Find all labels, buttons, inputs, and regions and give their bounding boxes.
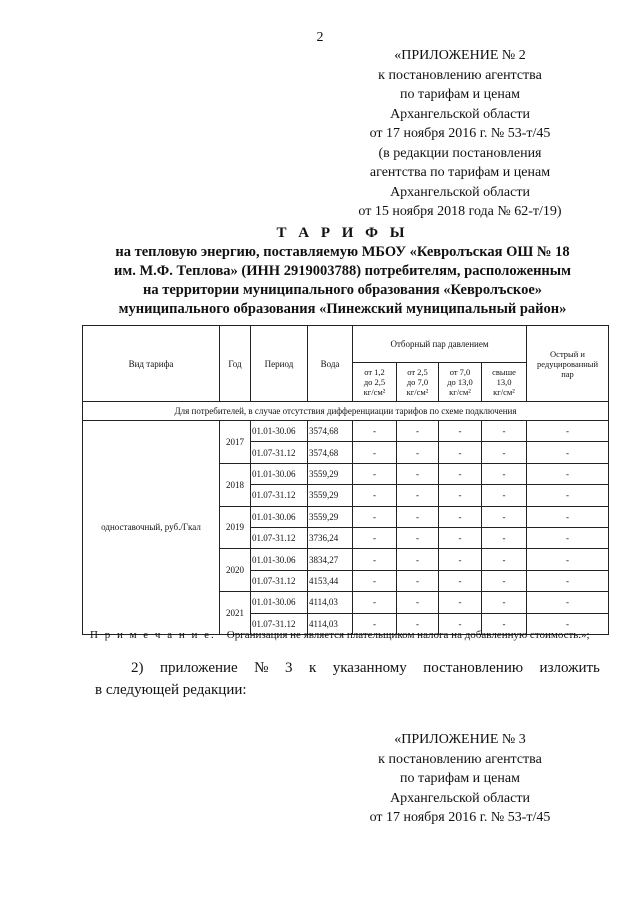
appendix-3-line: от 17 ноября 2016 г. № 53-т/45 [369,810,551,825]
period-cell: 01.01-30.06 [251,421,308,442]
appendix-3-line: Архангельской области [390,790,530,806]
dash-cell: - [397,442,439,463]
dash-cell: - [482,592,527,613]
paragraph-word: 2) [131,660,144,676]
header-steam-group: Отборный пар давлением [353,326,527,363]
appendix-2-line: агентства по тарифам и ценам [369,165,551,180]
year-cell: 2018 [220,463,251,506]
header-year: Год [220,326,251,402]
appendix-3-line: «ПРИЛОЖЕНИЕ № 3 [394,732,526,747]
appendix-3-header [330,730,590,828]
dash-cell: - [353,613,397,634]
header-steam-4-line: 13,0 [496,377,512,387]
dash-cell: - [439,506,482,527]
year-cell: 2017 [220,421,251,464]
header-tariff-type: Вид тарифа [83,326,220,402]
dash-cell: - [353,463,397,484]
header-sharp-steam-line: редуцированный [536,358,599,369]
period-cell: 01.07-31.12 [251,613,308,634]
dash-cell: - [397,527,439,548]
table-header-row [83,326,609,363]
dash-cell: - [482,463,527,484]
dash-cell: - [482,442,527,463]
water-cell: 4114,03 [308,592,353,613]
period-cell: 01.07-31.12 [251,442,308,463]
dash-cell: - [439,613,482,634]
dash-cell: - [439,527,482,548]
header-sharp-steam-line: Острый и [550,348,585,359]
dash-cell: - [482,421,527,442]
note [90,629,590,641]
header-steam-4 [482,363,527,402]
appendix-2-line: Архангельской области [390,106,530,122]
title-line: муниципального образования «Пинежский муниципальный район» [118,301,567,317]
appendix-2-header [330,46,590,222]
appendix-2-line: «ПРИЛОЖЕНИЕ № 2 [394,48,526,63]
dash-cell: - [439,549,482,570]
amendment-paragraph [95,657,600,701]
header-steam-4-line: свыше [492,367,516,377]
paragraph-word: указанному [332,660,407,676]
dash-cell: - [439,570,482,591]
table-body [83,421,609,635]
appendix-2-line: (в редакции постановления [378,145,542,161]
dash-cell: - [482,549,527,570]
paragraph-word: 3 [284,660,293,676]
period-cell: 01.01-30.06 [251,549,308,570]
note-text: Организация не является плательщиком налога на добавленную стоимость.»; [226,629,590,641]
paragraph-word: изложить [539,660,600,676]
dash-cell: - [527,421,609,442]
title-line: на тепловую энергию, поставляемую МБОУ «Кевролъская ОШ № 18 [115,244,570,260]
dash-cell: - [439,592,482,613]
dash-cell: - [397,570,439,591]
water-cell: 3834,27 [308,549,353,570]
header-steam-3-line: до 13,0 [447,377,473,387]
dash-cell: - [353,549,397,570]
dash-cell: - [353,527,397,548]
paragraph-line-1 [95,657,600,679]
header-steam-1 [353,363,397,402]
title-line: им. М.Ф. Теплова» (ИНН 2919003788) потребителям, расположенным [114,263,571,279]
dash-cell: - [397,549,439,570]
water-cell: 4114,03 [308,613,353,634]
document-title [60,224,625,319]
dash-cell: - [353,421,397,442]
title-tariffs: Т А Р И Ф Ы [276,225,409,241]
dash-cell: - [527,485,609,506]
header-steam-2-line: кг/см² [406,387,429,397]
dash-cell: - [353,485,397,506]
period-cell: 01.07-31.12 [251,485,308,506]
dash-cell: - [482,506,527,527]
period-cell: 01.07-31.12 [251,527,308,548]
table-section-row [83,402,609,421]
water-cell: 3574,68 [308,421,353,442]
table-row [83,421,609,442]
water-cell: 3559,29 [308,506,353,527]
dash-cell: - [482,613,527,634]
dash-cell: - [527,592,609,613]
dash-cell: - [482,485,527,506]
note-label: П р и м е ч а н и е. [90,629,216,641]
header-steam-3-line: от 7,0 [449,367,471,377]
header-steam-2 [397,363,439,402]
header-water: Вода [308,326,353,402]
dash-cell: - [527,549,609,570]
appendix-2-line: от 17 ноября 2016 г. № 53-т/45 [369,126,551,141]
period-cell: 01.07-31.12 [251,570,308,591]
dash-cell: - [482,527,527,548]
dash-cell: - [397,506,439,527]
dash-cell: - [353,506,397,527]
year-cell: 2021 [220,592,251,635]
dash-cell: - [397,613,439,634]
dash-cell: - [397,592,439,613]
title-line: на территории муниципального образования «Кевролъское» [142,282,543,298]
header-steam-2-line: от 2,5 [407,367,428,377]
dash-cell: - [397,485,439,506]
year-cell: 2019 [220,506,251,549]
header-steam-2-line: до 7,0 [406,377,429,387]
dash-cell: - [527,613,609,634]
dash-cell: - [397,463,439,484]
appendix-2-line: к постановлению агентства [378,67,542,83]
paragraph-word: № [254,660,269,676]
header-sharp-steam [527,326,609,402]
header-steam-4-line: кг/см² [493,387,515,397]
paragraph-word: приложение [159,660,238,676]
period-cell: 01.01-30.06 [251,463,308,484]
header-sharp-steam-line: пар [561,368,574,379]
page-number: 2 [316,30,324,45]
appendix-3-line: по тарифам и ценам [400,771,520,786]
section-label: Для потребителей, в случае отсутствия дифференциации тарифов по схеме подключения [83,402,609,421]
dash-cell: - [397,421,439,442]
dash-cell: - [527,527,609,548]
dash-cell: - [439,463,482,484]
appendix-2-line: от 15 ноября 2018 года № 62-т/19) [358,204,562,219]
tariff-name-cell: одноставочный, руб./Гкал [83,421,220,635]
dash-cell: - [527,506,609,527]
header-steam-3-line: кг/см² [449,387,471,397]
dash-cell: - [527,570,609,591]
header-steam-3 [439,363,482,402]
paragraph-word: к [308,660,317,676]
water-cell: 3559,29 [308,463,353,484]
header-steam-1-line: до 2,5 [363,377,386,387]
water-cell: 3574,68 [308,442,353,463]
dash-cell: - [353,442,397,463]
appendix-2-line: по тарифам и ценам [400,87,520,102]
dash-cell: - [439,421,482,442]
period-cell: 01.01-30.06 [251,506,308,527]
header-period: Период [251,326,308,402]
paragraph-word: постановлению [423,660,524,676]
water-cell: 4153,44 [308,570,353,591]
period-cell: 01.01-30.06 [251,592,308,613]
dash-cell: - [482,570,527,591]
dash-cell: - [439,442,482,463]
dash-cell: - [527,442,609,463]
dash-cell: - [527,463,609,484]
appendix-2-line: Архангельской области [390,184,530,200]
dash-cell: - [353,592,397,613]
header-steam-1-line: от 1,2 [364,367,385,377]
dash-cell: - [439,485,482,506]
water-cell: 3559,29 [308,485,353,506]
tariff-table [82,325,609,635]
paragraph-line-2: в следующей редакции: [95,682,247,698]
water-cell: 3736,24 [308,527,353,548]
dash-cell: - [353,570,397,591]
year-cell: 2020 [220,549,251,592]
appendix-3-line: к постановлению агентства [378,751,542,767]
header-steam-1-line: кг/см² [363,387,386,397]
